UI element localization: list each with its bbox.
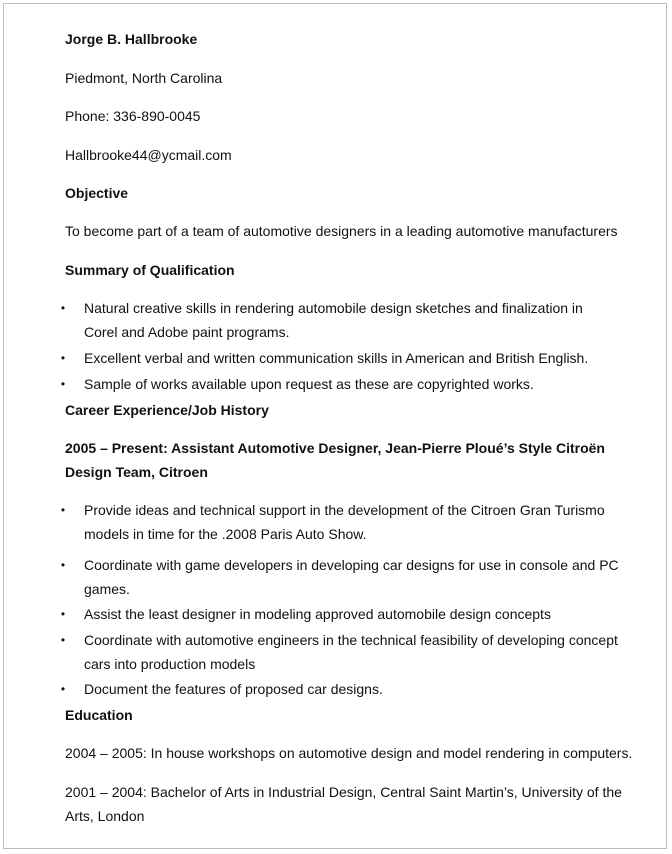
career-position-title: 2005 – Present: Assistant Automotive Designer, Jean-Pierre Ploué’s Style Citroën Design Team, Citroen xyxy=(65,440,605,480)
summary-item-text: Sample of works available upon request as these are copyrighted works. xyxy=(84,376,534,392)
bullet-icon: • xyxy=(60,682,66,696)
objective-text: To become part of a team of automotive designers in a leading automotive manufacturers xyxy=(65,223,618,239)
bullet-icon: • xyxy=(60,607,66,621)
education-entry: 2001 – 2004: Bachelor of Arts in Industrial Design, Central Saint Martin’s, University of the Arts, London xyxy=(65,784,622,824)
candidate-name: Jorge B. Hallbrooke xyxy=(65,31,198,47)
bullet-icon: • xyxy=(60,503,66,517)
resume-page xyxy=(3,3,667,849)
candidate-phone: Phone: 336-890-0045 xyxy=(65,108,201,124)
education-entry: 2004 – 2005: In house workshops on automotive design and model rendering in computers. xyxy=(65,745,633,761)
summary-item-text: Excellent verbal and written communication skills in American and British English. xyxy=(84,350,589,366)
career-item-text: Provide ideas and technical support in the development of the Citroen Gran Turismo models in time for the .2008 Paris Auto Show. xyxy=(84,502,605,542)
bullet-icon: • xyxy=(60,351,66,365)
career-heading: Career Experience/Job History xyxy=(65,402,269,418)
candidate-email: Hallbrooke44@ycmail.com xyxy=(65,147,232,163)
career-item-text: Coordinate with game developers in developing car designs for use in console and PC games. xyxy=(84,557,619,597)
candidate-location: Piedmont, North Carolina xyxy=(65,70,223,86)
career-item-text: Coordinate with automotive engineers in the technical feasibility of developing concept cars into production models xyxy=(84,632,618,672)
bullet-icon: • xyxy=(60,377,66,391)
objective-heading: Objective xyxy=(65,185,129,201)
career-item-text: Assist the least designer in modeling approved automobile design concepts xyxy=(84,606,551,622)
career-item-text: Document the features of proposed car designs. xyxy=(84,681,383,697)
bullet-icon: • xyxy=(60,633,66,647)
bullet-icon: • xyxy=(60,558,66,572)
summary-heading: Summary of Qualification xyxy=(65,262,235,278)
summary-item-text: Natural creative skills in rendering automobile design sketches and finalization in Corel and Adobe paint programs. xyxy=(84,300,583,340)
bullet-icon: • xyxy=(60,301,66,315)
education-heading: Education xyxy=(65,707,133,723)
